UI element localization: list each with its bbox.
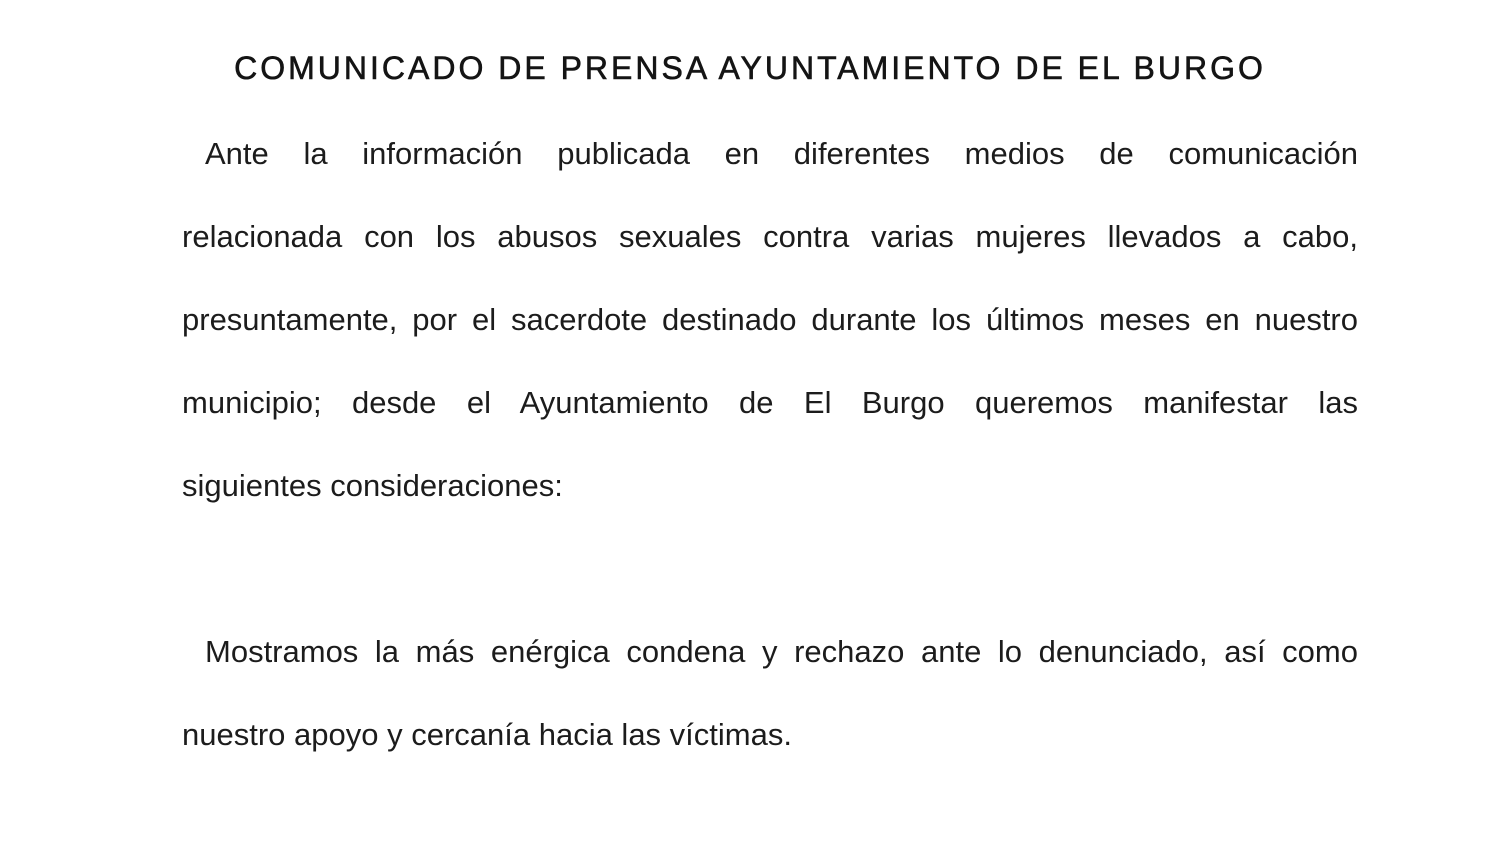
paragraph-2-line-1: Mostramos la más enérgica condena y rechazo ante lo denunciado, así como [205, 634, 1358, 669]
paragraph-2-line-2: nuestro apoyo y cercanía hacia las víctimas. [182, 717, 792, 752]
paragraph-1-line-1: Ante la información publicada en diferentes medios de comunicación [205, 136, 1358, 171]
document-title: COMUNICADO DE PRENSA AYUNTAMIENTO DE EL BURGO [234, 50, 1266, 86]
paragraph-1-line-3: presuntamente, por el sacerdote destinado durante los últimos meses en nuestro [182, 302, 1358, 337]
paragraph-1-line-5: siguientes consideraciones: [182, 468, 563, 503]
paragraph-1-line-4: municipio; desde el Ayuntamiento de El Burgo queremos manifestar las [182, 385, 1358, 420]
paragraph-1-line-2: relacionada con los abusos sexuales contra varias mujeres llevados a cabo, [182, 219, 1358, 254]
